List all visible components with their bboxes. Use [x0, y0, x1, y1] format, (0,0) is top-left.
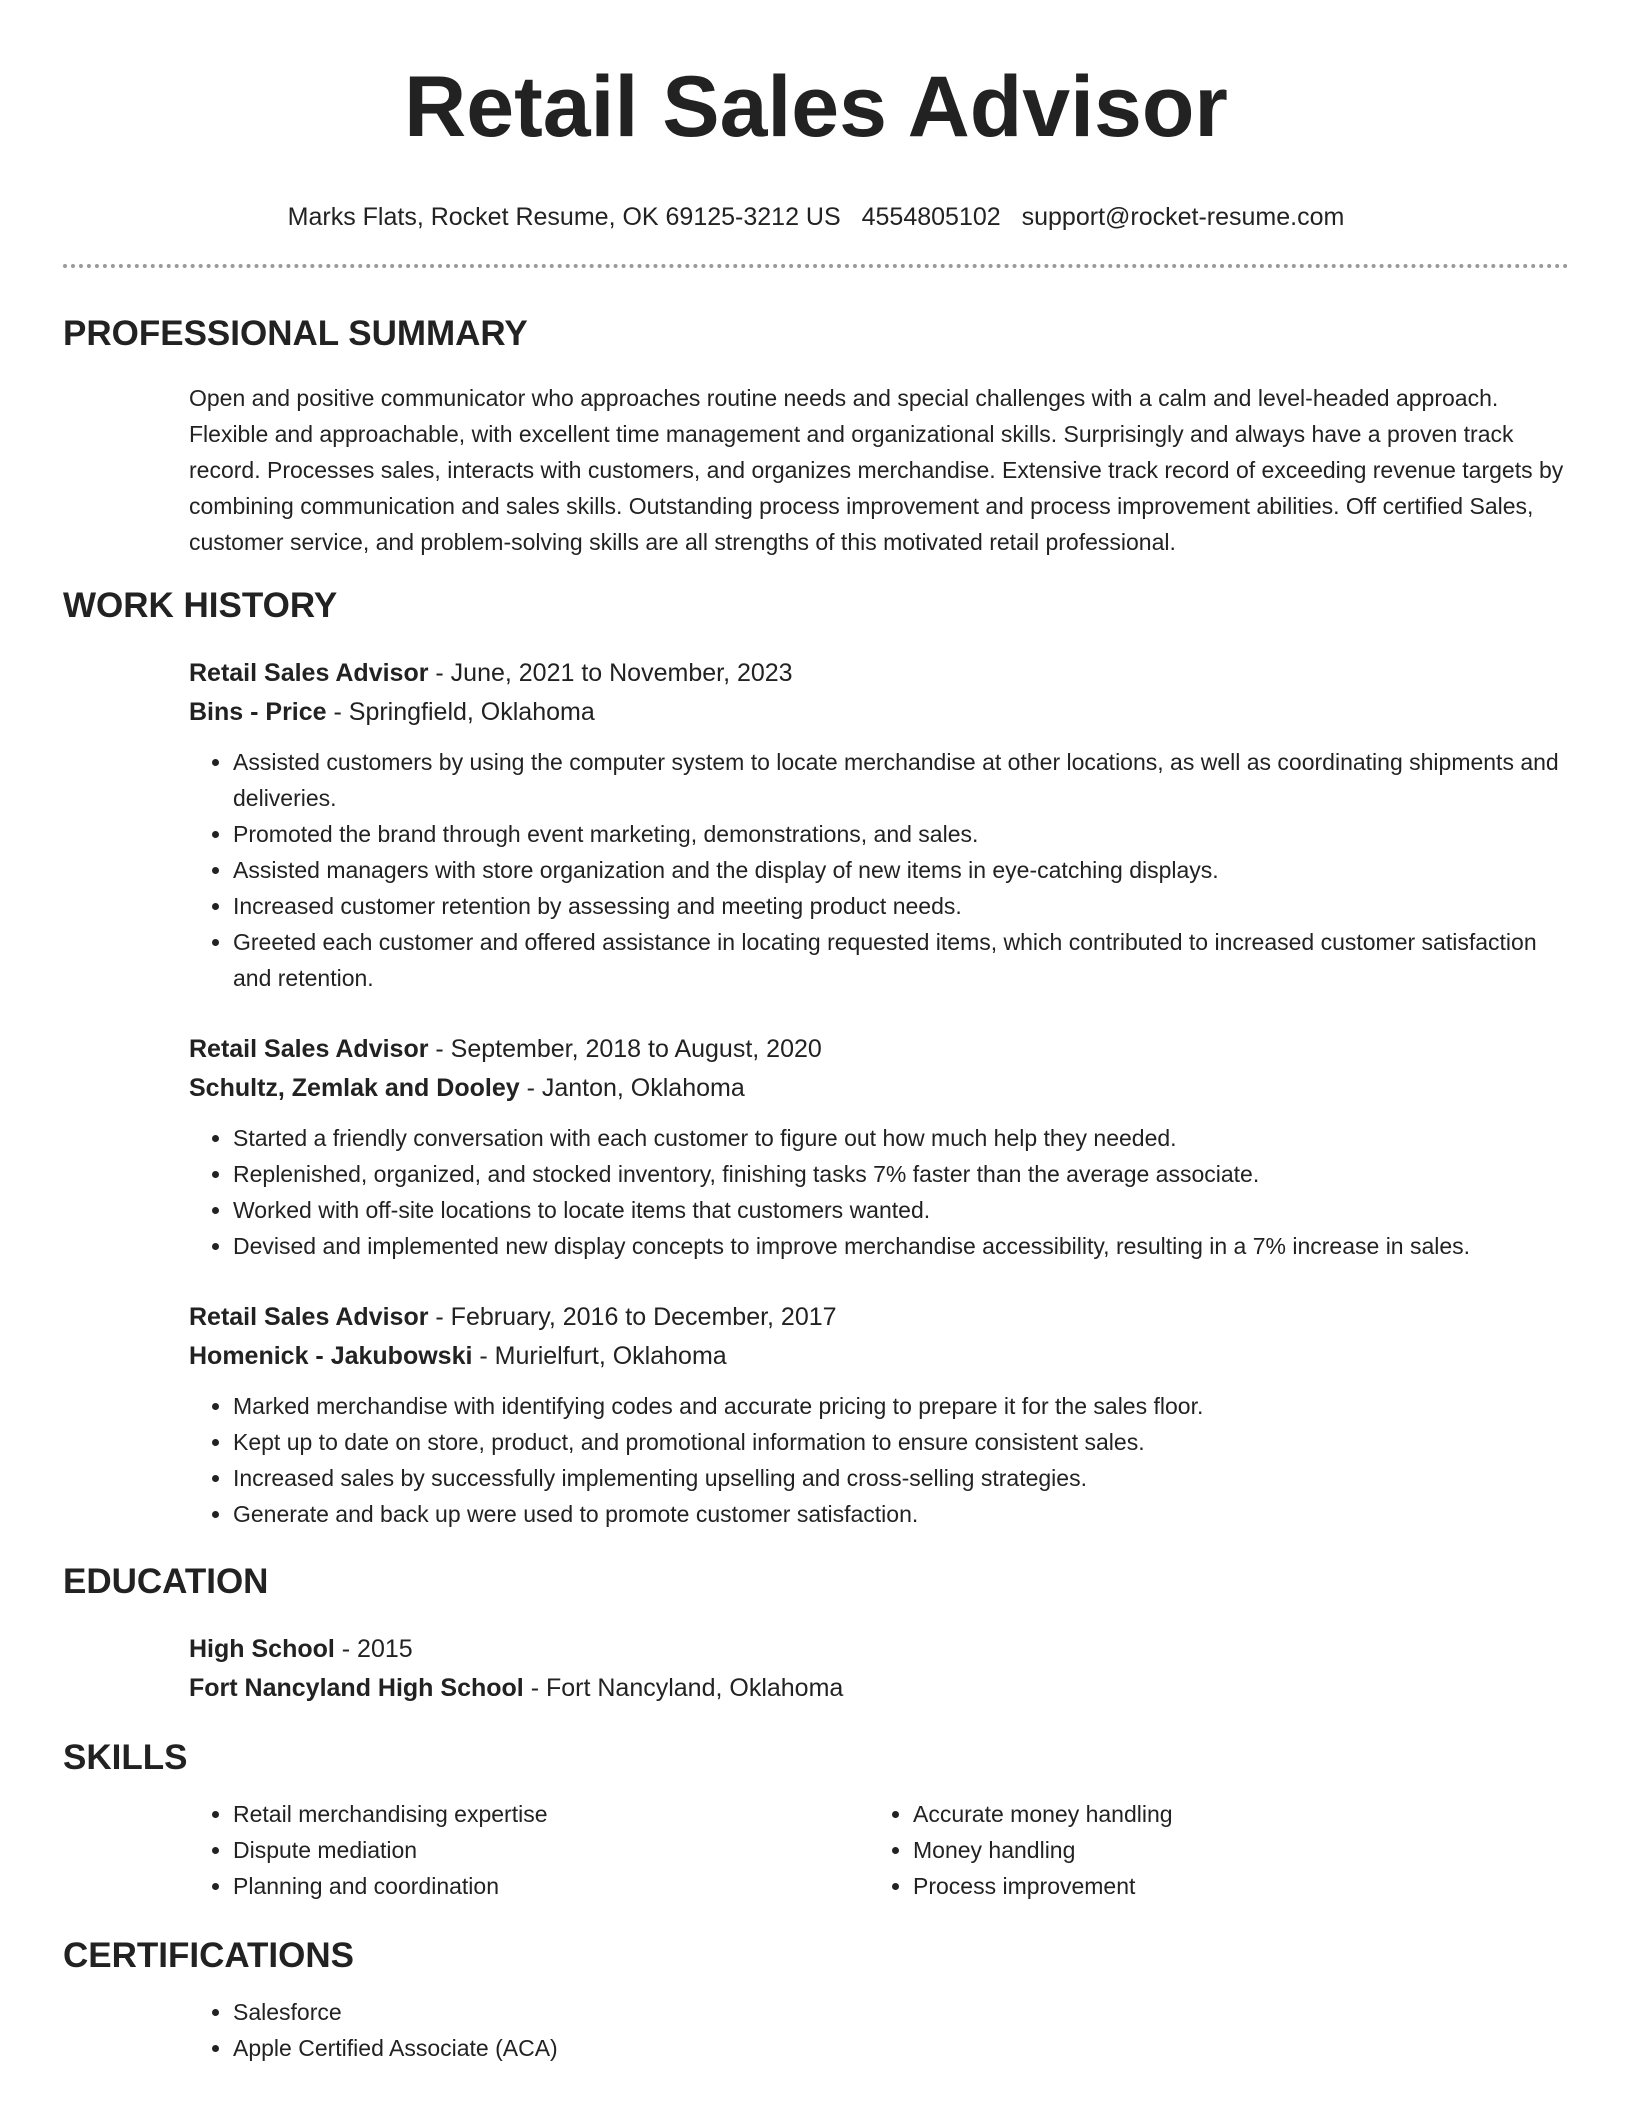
job-location: - Springfield, Oklahoma	[326, 698, 595, 726]
work-history-heading: WORK HISTORY	[63, 586, 338, 625]
skill-item: • Dispute mediation	[233, 1832, 869, 1868]
certification-item: • Salesforce	[233, 1994, 1569, 2030]
job-bullet: • Kept up to date on store, product, and promotional information to ensure consistent sales.	[233, 1424, 1569, 1460]
job-location: - Janton, Oklahoma	[519, 1074, 745, 1102]
education-year: - 2015	[334, 1635, 413, 1663]
job-dates: - June, 2021 to November, 2023	[428, 659, 793, 687]
resume-name: Retail Sales Advisor	[404, 59, 1228, 155]
certifications-section	[63, 1934, 1569, 2066]
header-divider	[63, 264, 1569, 268]
education-degree: High School	[189, 1635, 335, 1663]
summary-text: Open and positive communicator who approaches routine needs and special challenges with a calm and level-headed approach. Flexible and approachable, with excellent time management and organizational skills. Surprisingly and always have a proven track record. Processes sales, interacts with customers, and organizes merchandise. Extensive track record of exceeding revenue targets by combining communication and sales skills. Outstanding process improvement and process improvement abilities. Off certified Sales, customer service, and problem-solving skills are all strengths of this motivated retail professional.	[189, 385, 1564, 555]
summary-section	[63, 312, 1569, 560]
certifications-body	[189, 1994, 1569, 2066]
job-bullet: • Greeted each customer and offered assistance in locating requested items, which contributed to increased customer satisfaction and retention.	[233, 924, 1569, 996]
skill-item: • Retail merchandising expertise	[233, 1796, 869, 1832]
job-dates: - February, 2016 to December, 2017	[428, 1303, 837, 1331]
skill-item: • Accurate money handling	[913, 1796, 1569, 1832]
job-bullet: • Marked merchandise with identifying codes and accurate pricing to prepare it for the sales floor.	[233, 1388, 1569, 1424]
job-bullets	[189, 1388, 1569, 1532]
job-bullet: • Started a friendly conversation with each customer to figure out how much help they needed.	[233, 1120, 1569, 1156]
job-bullet: • Worked with off-site locations to locate items that customers wanted.	[233, 1192, 1569, 1228]
job-title-line	[189, 1030, 1569, 1069]
job-entry	[189, 1030, 1569, 1264]
contact-email: support@rocket-resume.com	[1021, 203, 1345, 231]
skills-grid	[189, 1796, 1569, 1904]
job-company: Schultz, Zemlak and Dooley	[189, 1074, 520, 1102]
work-history-section	[63, 584, 1569, 1532]
skills-list-left	[189, 1796, 869, 1904]
job-company: Bins - Price	[189, 698, 327, 726]
job-location: - Murielfurt, Oklahoma	[472, 1342, 727, 1370]
skill-item: • Planning and coordination	[233, 1868, 869, 1904]
skills-heading: SKILLS	[63, 1738, 188, 1777]
skills-section	[63, 1736, 1569, 1904]
job-role: Retail Sales Advisor	[189, 659, 429, 687]
work-history-body	[189, 654, 1569, 1532]
job-bullet: • Replenished, organized, and stocked inventory, finishing tasks 7% faster than the average associate.	[233, 1156, 1569, 1192]
education-heading: EDUCATION	[63, 1562, 269, 1601]
job-entry	[189, 1298, 1569, 1532]
job-bullet: • Devised and implemented new display concepts to improve merchandise accessibility, resulting in a 7% increase in sales.	[233, 1228, 1569, 1264]
job-bullet: • Assisted managers with store organization and the display of new items in eye-catching displays.	[233, 852, 1569, 888]
job-bullet: • Assisted customers by using the computer system to locate merchandise at other locations, as well as coordinating shipments and deliveries.	[233, 744, 1569, 816]
contact-phone: 4554805102	[861, 203, 1001, 231]
job-role: Retail Sales Advisor	[189, 1303, 429, 1331]
skill-item: • Money handling	[913, 1832, 1569, 1868]
skills-list-right	[869, 1796, 1569, 1904]
certification-item: • Apple Certified Associate (ACA)	[233, 2030, 1569, 2066]
education-school: Fort Nancyland High School	[189, 1674, 524, 1702]
job-title-line	[189, 1298, 1569, 1337]
education-location: - Fort Nancyland, Oklahoma	[523, 1674, 844, 1702]
job-bullet: • Generate and back up were used to promote customer satisfaction.	[233, 1496, 1569, 1532]
job-bullet: • Promoted the brand through event marketing, demonstrations, and sales.	[233, 816, 1569, 852]
certifications-heading: CERTIFICATIONS	[63, 1936, 355, 1975]
job-role: Retail Sales Advisor	[189, 1035, 429, 1063]
contact-address: Marks Flats, Rocket Resume, OK 69125-3212 US	[287, 203, 841, 231]
job-bullets	[189, 744, 1569, 996]
job-company-line	[189, 1337, 1569, 1376]
job-dates: - September, 2018 to August, 2020	[428, 1035, 822, 1063]
job-bullets	[189, 1120, 1569, 1264]
job-entry	[189, 654, 1569, 996]
education-degree-line	[189, 1630, 1569, 1669]
contact-line	[63, 200, 1569, 234]
education-section	[63, 1560, 1569, 1708]
job-bullet: • Increased sales by successfully implementing upselling and cross-selling strategies.	[233, 1460, 1569, 1496]
job-title-line	[189, 654, 1569, 693]
job-company-line	[189, 693, 1569, 732]
summary-heading: PROFESSIONAL SUMMARY	[63, 314, 528, 353]
certifications-list	[189, 1994, 1569, 2066]
job-company: Homenick - Jakubowski	[189, 1342, 473, 1370]
summary-body	[189, 380, 1569, 560]
education-body	[189, 1630, 1569, 1708]
education-school-line	[189, 1669, 1569, 1708]
job-bullet: • Increased customer retention by assessing and meeting product needs.	[233, 888, 1569, 924]
skill-item: • Process improvement	[913, 1868, 1569, 1904]
job-company-line	[189, 1069, 1569, 1108]
